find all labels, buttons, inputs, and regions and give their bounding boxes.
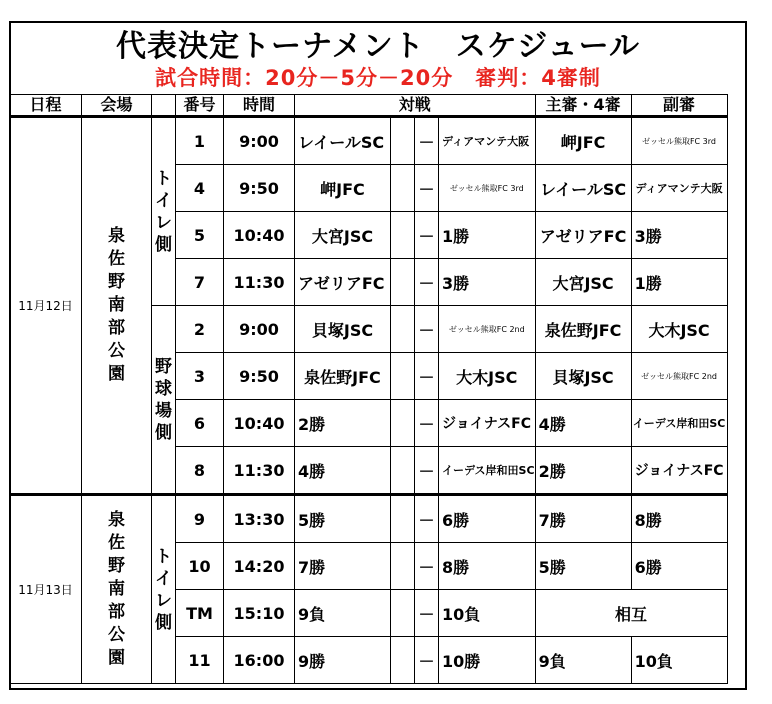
match-time: 9:00 bbox=[224, 117, 295, 165]
schedule-table bbox=[9, 94, 728, 684]
match-time: 11:30 bbox=[224, 259, 295, 306]
match-number: 8 bbox=[176, 447, 224, 495]
vs-dash: － bbox=[415, 165, 439, 212]
match-rules-subtitle: 試合時間：20分－5分－20分 審判：4審制 bbox=[155, 66, 601, 90]
gap-cell bbox=[391, 306, 415, 353]
gap-cell bbox=[391, 447, 415, 495]
away-team: 3勝 bbox=[439, 259, 536, 306]
vs-dash: － bbox=[415, 637, 439, 684]
match-time: 11:30 bbox=[224, 447, 295, 495]
page-title: 代表決定トーナメント スケジュール bbox=[116, 29, 640, 64]
header-sub-ref: 副審 bbox=[631, 95, 727, 117]
vs-dash: － bbox=[415, 400, 439, 447]
away-team: 10負 bbox=[439, 590, 536, 637]
sub-referee: 6勝 bbox=[631, 543, 727, 590]
gap-cell bbox=[391, 165, 415, 212]
gap-cell bbox=[391, 495, 415, 543]
match-number: 10 bbox=[176, 543, 224, 590]
side-cell bbox=[152, 495, 176, 684]
main-referee: 5勝 bbox=[535, 543, 631, 590]
match-time: 10:40 bbox=[224, 212, 295, 259]
away-team: ジョイナスFC bbox=[439, 400, 536, 447]
match-time: 10:40 bbox=[224, 400, 295, 447]
main-referee: 大宮JSC bbox=[535, 259, 631, 306]
home-team: 大宮JSC bbox=[295, 212, 391, 259]
sub-referee: 1勝 bbox=[631, 259, 727, 306]
side-cell bbox=[152, 306, 176, 495]
vs-dash: － bbox=[415, 590, 439, 637]
gap-cell bbox=[391, 543, 415, 590]
main-referee: 貝塚JSC bbox=[535, 353, 631, 400]
main-referee: 9負 bbox=[535, 637, 631, 684]
header-date: 日程 bbox=[10, 95, 82, 117]
match-number: 5 bbox=[176, 212, 224, 259]
gap-cell bbox=[391, 400, 415, 447]
vs-dash: － bbox=[415, 117, 439, 165]
header-side bbox=[152, 95, 176, 117]
match-number: 3 bbox=[176, 353, 224, 400]
header-venue: 会場 bbox=[82, 95, 152, 117]
header-number: 番号 bbox=[176, 95, 224, 117]
away-team: 6勝 bbox=[439, 495, 536, 543]
sub-referee: イーデス岸和田SC bbox=[631, 400, 727, 447]
home-team: 4勝 bbox=[295, 447, 391, 495]
match-number: 7 bbox=[176, 259, 224, 306]
match-time: 16:00 bbox=[224, 637, 295, 684]
match-time: 15:10 bbox=[224, 590, 295, 637]
away-team: イーデス岸和田SC bbox=[439, 447, 536, 495]
away-team: 10勝 bbox=[439, 637, 536, 684]
sub-referee: 10負 bbox=[631, 637, 727, 684]
match-time: 9:50 bbox=[224, 165, 295, 212]
header-match: 対戦 bbox=[295, 95, 536, 117]
venue-cell bbox=[82, 495, 152, 684]
vs-dash: － bbox=[415, 495, 439, 543]
table-row bbox=[10, 117, 728, 165]
gap-cell bbox=[391, 117, 415, 165]
home-team: アゼリアFC bbox=[295, 259, 391, 306]
away-team: 大木JSC bbox=[439, 353, 536, 400]
home-team: 岬JFC bbox=[295, 165, 391, 212]
home-team: 7勝 bbox=[295, 543, 391, 590]
vs-dash: － bbox=[415, 306, 439, 353]
table-row bbox=[10, 495, 728, 543]
away-team: ディアマンテ大阪 bbox=[439, 117, 536, 165]
match-number: 11 bbox=[176, 637, 224, 684]
vs-dash: － bbox=[415, 259, 439, 306]
match-number: 9 bbox=[176, 495, 224, 543]
home-team: 2勝 bbox=[295, 400, 391, 447]
vs-dash: － bbox=[415, 353, 439, 400]
home-team: レイールSC bbox=[295, 117, 391, 165]
gap-cell bbox=[391, 259, 415, 306]
away-team: 1勝 bbox=[439, 212, 536, 259]
header-row bbox=[10, 95, 728, 117]
away-team: 8勝 bbox=[439, 543, 536, 590]
main-referee: 4勝 bbox=[535, 400, 631, 447]
sub-referee: ディアマンテ大阪 bbox=[631, 165, 727, 212]
vs-dash: － bbox=[415, 543, 439, 590]
side-label: トイレ側 bbox=[155, 546, 172, 633]
home-team: 泉佐野JFC bbox=[295, 353, 391, 400]
away-team: ゼッセル熊取FC 3rd bbox=[439, 165, 536, 212]
main-referee: 泉佐野JFC bbox=[535, 306, 631, 353]
sub-referee: 3勝 bbox=[631, 212, 727, 259]
venue-cell bbox=[82, 117, 152, 495]
match-time: 14:20 bbox=[224, 543, 295, 590]
match-time: 13:30 bbox=[224, 495, 295, 543]
mutual-referees: 相互 bbox=[535, 590, 727, 637]
match-number: 1 bbox=[176, 117, 224, 165]
side-label: トイレ側 bbox=[155, 168, 172, 255]
vs-dash: － bbox=[415, 212, 439, 259]
match-time: 9:00 bbox=[224, 306, 295, 353]
match-number: 6 bbox=[176, 400, 224, 447]
sub-referee: ゼッセル熊取FC 2nd bbox=[631, 353, 727, 400]
sub-referee: 大木JSC bbox=[631, 306, 727, 353]
header-main-ref: 主審・4審 bbox=[535, 95, 631, 117]
gap-cell bbox=[391, 590, 415, 637]
match-number: 4 bbox=[176, 165, 224, 212]
sub-referee: 8勝 bbox=[631, 495, 727, 543]
gap-cell bbox=[391, 212, 415, 259]
home-team: 貝塚JSC bbox=[295, 306, 391, 353]
side-cell bbox=[152, 117, 176, 306]
main-referee: 岬JFC bbox=[535, 117, 631, 165]
sub-referee: ゼッセル熊取FC 3rd bbox=[631, 117, 727, 165]
main-referee: レイールSC bbox=[535, 165, 631, 212]
home-team: 9勝 bbox=[295, 637, 391, 684]
home-team: 9負 bbox=[295, 590, 391, 637]
main-referee: アゼリアFC bbox=[535, 212, 631, 259]
match-number: 2 bbox=[176, 306, 224, 353]
main-referee: 7勝 bbox=[535, 495, 631, 543]
gap-cell bbox=[391, 353, 415, 400]
vs-dash: － bbox=[415, 447, 439, 495]
date-cell: 11月12日 bbox=[10, 117, 82, 495]
main-referee: 2勝 bbox=[535, 447, 631, 495]
gap-cell bbox=[391, 637, 415, 684]
header-time: 時間 bbox=[224, 95, 295, 117]
match-number: TM bbox=[176, 590, 224, 637]
home-team: 5勝 bbox=[295, 495, 391, 543]
away-team: ゼッセル熊取FC 2nd bbox=[439, 306, 536, 353]
date-cell: 11月13日 bbox=[10, 495, 82, 684]
sub-referee: ジョイナスFC bbox=[631, 447, 727, 495]
side-label: 野球場側 bbox=[155, 356, 172, 443]
venue-label: 泉佐野南部公園 bbox=[108, 226, 125, 384]
venue-label: 泉佐野南部公園 bbox=[108, 510, 125, 668]
match-time: 9:50 bbox=[224, 353, 295, 400]
